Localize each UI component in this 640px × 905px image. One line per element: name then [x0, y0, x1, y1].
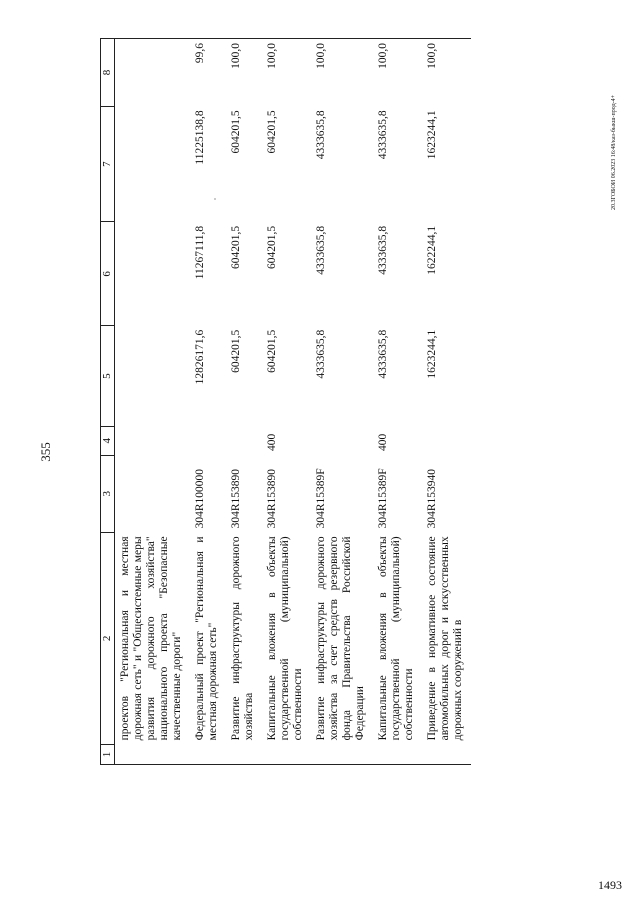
amount-cell: 604201,5 [230, 329, 242, 373]
budget-table-container [100, 38, 542, 765]
amount-cell: 4333635,8 [377, 329, 389, 379]
amount-cell: 11225138,8 [194, 110, 206, 165]
amount-cell: 1622244,1 [426, 225, 438, 275]
percent-cell [115, 39, 191, 107]
item-name-cell: Развитие инфраструктуры дорожного хозяйства за счет средств резервного фонда Правительства Российской Федерации [315, 536, 366, 741]
percent-cell: 100,0 [226, 39, 262, 107]
amount-cell: 604201,5 [230, 225, 242, 270]
table-cell [262, 744, 311, 764]
column-header: 3 [101, 455, 115, 532]
type-cell [226, 426, 262, 455]
type-cell: 400 [377, 433, 389, 452]
percent-cell: 100,0 [311, 39, 373, 107]
percent-cell: 99,6 [190, 39, 226, 107]
code-cell: 304R100000 [194, 468, 206, 529]
column-header: 7 [101, 106, 115, 222]
budget-table [100, 38, 471, 765]
amount-cell: 4333635,8 [377, 110, 389, 160]
amount-cell: 604201,5 [266, 329, 278, 373]
item-name-cell: Развитие инфраструктуры дорожного хозяйства [230, 536, 255, 741]
amount-cell: 12826171,6 [194, 329, 206, 385]
code-cell: 304R153940 [426, 468, 438, 529]
item-name-cell: Приведение в нормативное состояние автомобильных дорог и искусственных дорожных сооружений в [426, 536, 464, 741]
table-cell [226, 744, 262, 764]
table-row [422, 39, 471, 765]
amount-cell: 4333635,8 [377, 225, 389, 275]
table-cell [373, 744, 422, 764]
amount-cell: 1623244,1 [426, 110, 438, 160]
percent-cell: 100,0 [373, 39, 422, 107]
amount-cell: 4333635,8 [315, 225, 327, 275]
page-number: 355 [38, 442, 53, 462]
amount-cell [115, 326, 191, 427]
amount-cell: 11267111,8 [194, 225, 206, 280]
amount-cell: 604201,5 [266, 225, 278, 270]
type-cell [311, 426, 373, 455]
table-header-row [101, 39, 115, 765]
code-cell: 304R15389F [377, 468, 389, 529]
table-row [190, 39, 226, 765]
type-cell: 400 [266, 433, 278, 452]
percent-cell: 100,0 [422, 39, 471, 107]
amount-cell: 1623244,1 [426, 329, 438, 379]
percent-cell: 100,0 [262, 39, 311, 107]
table-cell [190, 744, 226, 764]
table-cell [422, 744, 471, 764]
item-name-cell: Капитальные вложения в объекты государственной (муниципальной) собственности [377, 536, 415, 741]
code-cell [115, 455, 191, 532]
amount-cell: 604201,5 [230, 110, 242, 154]
document-stamp: 20.3ГОБОИ 06.2023 16:48/каз-быкш-прод-4+ [611, 94, 617, 210]
column-header: 5 [101, 326, 115, 427]
amount-cell: 4333635,8 [315, 110, 327, 160]
amount-cell [115, 106, 191, 222]
column-header: 6 [101, 222, 115, 326]
type-cell [190, 426, 226, 455]
table-row [115, 39, 191, 765]
column-header: 1 [101, 744, 115, 764]
code-cell: 304R153890 [266, 468, 278, 529]
code-cell: 304R15389F [315, 468, 327, 529]
item-name-cell: Федеральный проект "Региональная и местная дорожная сеть" [194, 536, 219, 741]
item-name-cell: Капитальные вложения в объекты государственной (муниципальной) собственности [266, 536, 304, 741]
column-header: 8 [101, 39, 115, 107]
table-row [226, 39, 262, 765]
column-header: 2 [101, 532, 115, 744]
amount-cell: 604201,5 [266, 110, 278, 154]
table-row [373, 39, 422, 765]
amount-cell: 4333635,8 [315, 329, 327, 379]
table-row [311, 39, 373, 765]
item-name-cell: проектов "Региональная и местная дорожная сеть" и "Общесистемные меры развития дорожного хозяйства" национального проекта "Безопасные качественные дороги" [119, 536, 183, 741]
table-row [262, 39, 311, 765]
sheet-number: 1493 [598, 878, 622, 892]
table-cell [311, 744, 373, 764]
column-header: 4 [101, 426, 115, 455]
code-cell: 304R153890 [230, 468, 242, 529]
type-cell [422, 426, 471, 455]
amount-cell [115, 222, 191, 326]
type-cell [115, 426, 191, 455]
table-cell [115, 744, 191, 764]
